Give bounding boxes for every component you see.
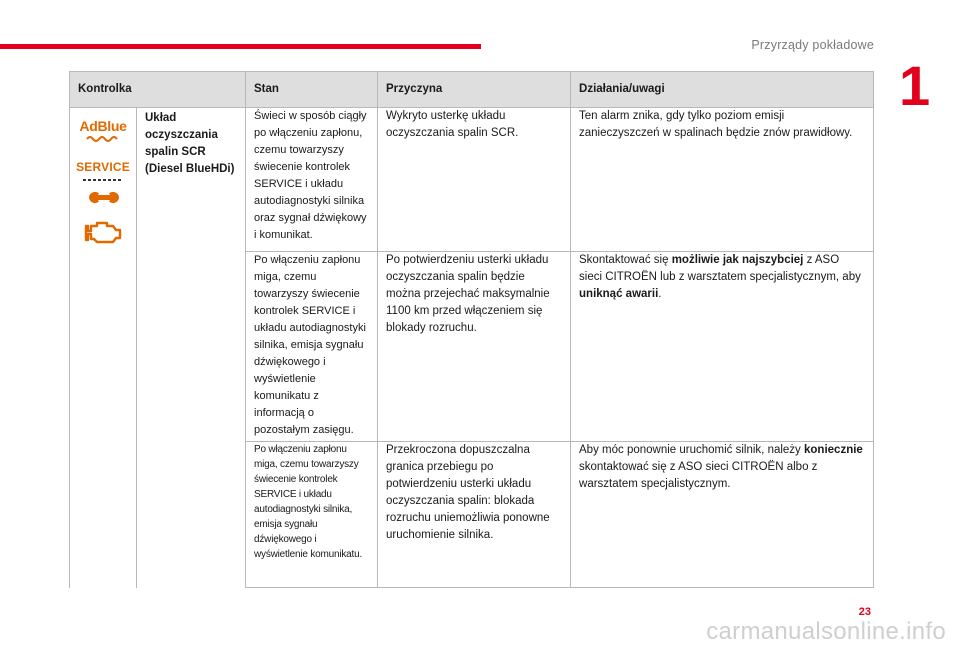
system-name: Układ oczyszczania spalin SCR (Diesel BlueHDi)	[145, 112, 235, 175]
state-cell: Po włączeniu zapłonu miga, czemu towarzyszy świecenie kontrolek SERVICE i układu autodiagnostyki silnika, emisja sygnału dźwiękowego i wyświetlenie komunikatu z informacją o pozostałym zasięgu.	[246, 252, 378, 442]
state-cell: Świeci w sposób ciągły po włączeniu zapłonu, czemu towarzyszy świecenie kontrolek SERVICE i układu autodiagnostyki silnika oraz sygnał dźwiękowy i komunikat.	[246, 108, 378, 252]
engine-check-icon	[70, 218, 136, 246]
icons-cell	[70, 108, 137, 588]
action-cell: Aby móc ponownie uruchomić silnik, należy koniecznie skontaktować się z ASO sieci CITROËN albo z warsztatem specjalistycznym.	[571, 442, 874, 588]
action-cell: Skontaktować się możliwie jak najszybciej z ASO sieci CITROËN lub z warsztatem specjalistycznym, aby uniknąć awarii.	[571, 252, 874, 442]
adblue-icon: AdBlue	[70, 118, 136, 143]
service-wrench-icon: SERVICE	[70, 159, 136, 206]
cause-cell: Po potwierdzeniu usterki układu oczyszczania spalin będzie można przejechać maksymalnie 1100 km przed włączeniem się blokady rozruchu.	[378, 252, 571, 442]
top-accent-bar	[0, 44, 481, 49]
table-header-row	[70, 72, 874, 108]
cause-cell: Przekroczona dopuszczalna granica przebiegu po potwierdzeniu usterki układu oczyszczania spalin: blokada rozruchu uniemożliwia ponowne uruchomienie silnika.	[378, 442, 571, 588]
system-name-cell	[137, 108, 246, 588]
table-row	[70, 108, 874, 252]
state-cell: Po włączeniu zapłonu miga, czemu towarzyszy świecenie kontrolek SERVICE i układu autodiagnostyki silnika, emisja sygnału dźwiękowego i wyświetlenie komunikatu.	[246, 442, 378, 588]
page-number: 23	[858, 606, 871, 618]
column-header-dzialania: Działania/uwagi	[571, 72, 874, 108]
watermark: carmanualsonline.info	[706, 618, 946, 645]
column-header-kontrolka: Kontrolka	[70, 72, 246, 108]
column-header-przyczyna: Przyczyna	[378, 72, 571, 108]
cause-cell: Wykryto usterkę układu oczyszczania spalin SCR.	[378, 108, 571, 252]
section-title: Przyrządy pokładowe	[751, 38, 874, 52]
chapter-number: 1	[899, 54, 931, 117]
warning-lights-table	[69, 71, 874, 588]
action-cell: Ten alarm znika, gdy tylko poziom emisji zanieczyszczeń w spalinach będzie znów prawidłowy.	[571, 108, 874, 252]
column-header-stan: Stan	[246, 72, 378, 108]
